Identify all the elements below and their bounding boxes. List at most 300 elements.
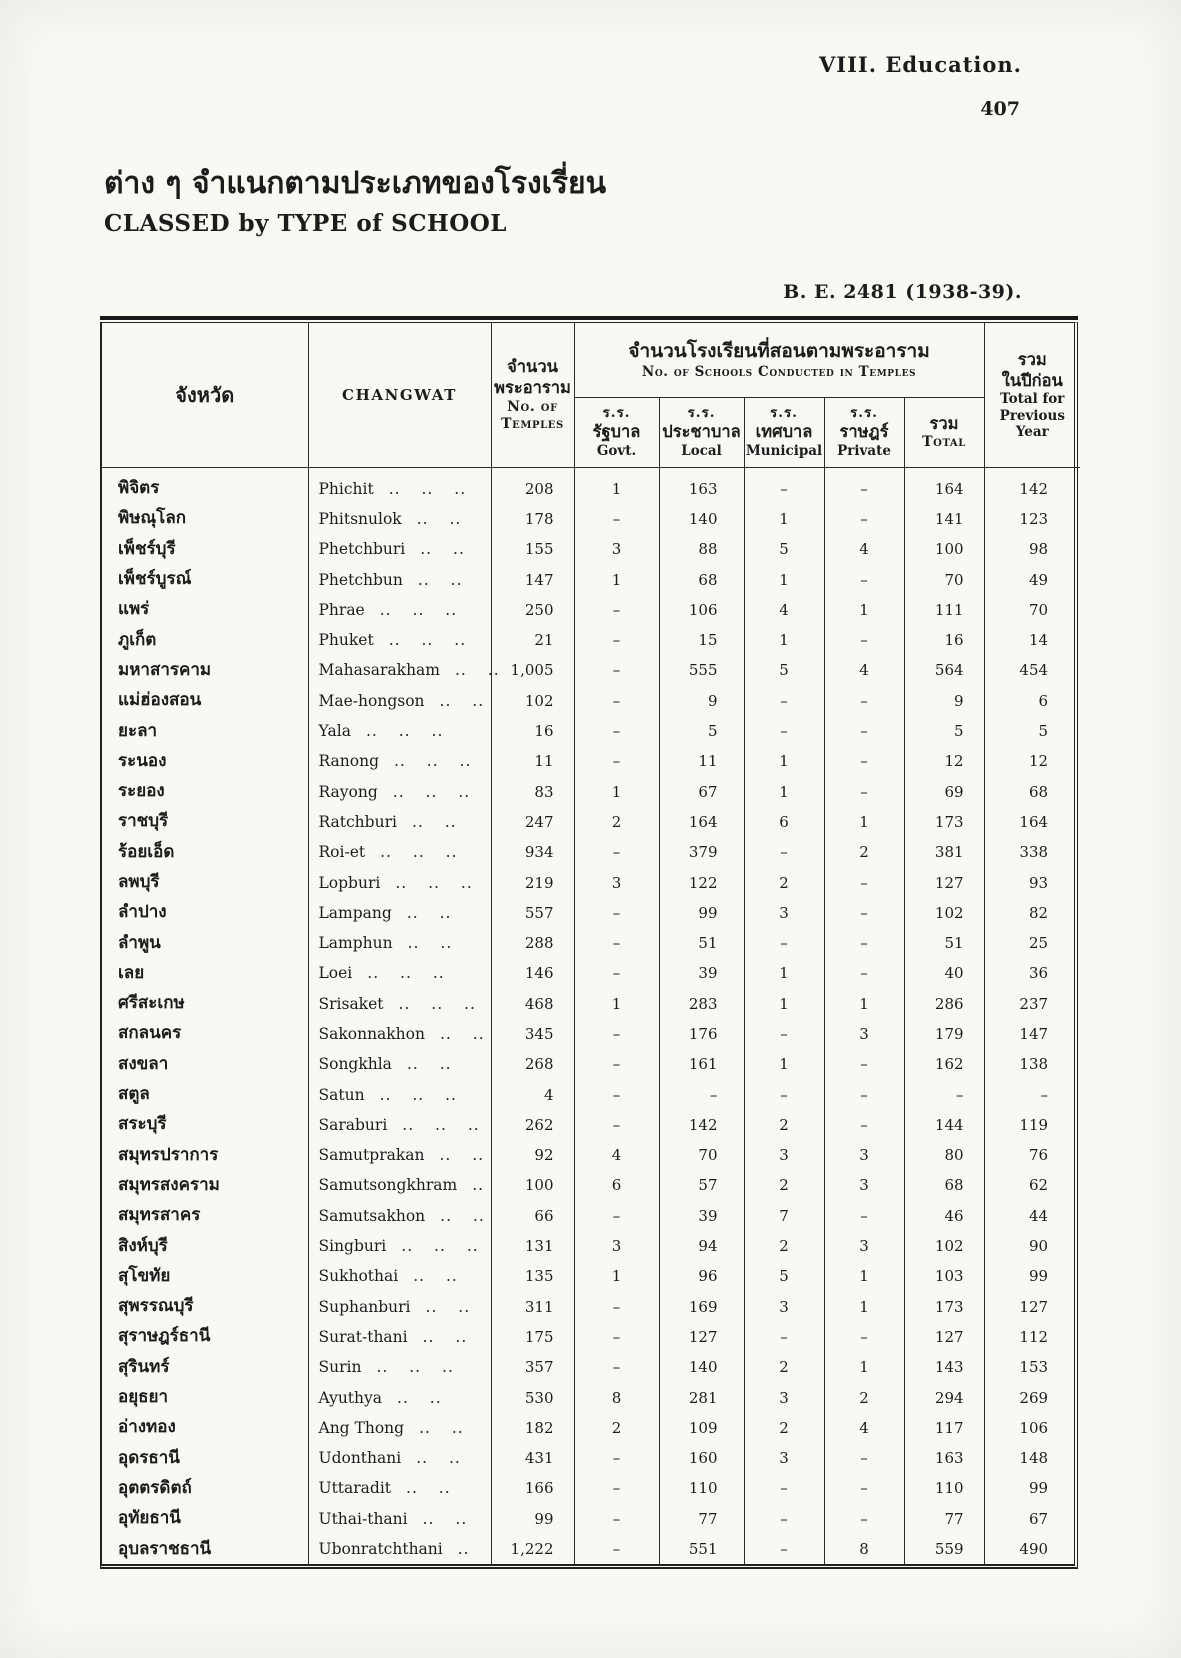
table-row [102, 1170, 1080, 1200]
temples-count: 247 [491, 807, 574, 837]
private-schools-count: 3 [824, 1140, 904, 1170]
municipal-schools-count: 1 [744, 746, 824, 776]
municipal-schools-count: 2 [744, 1170, 824, 1200]
table-row [102, 655, 1080, 685]
temples-count: 16 [491, 716, 574, 746]
govt-schools-count: – [574, 837, 659, 867]
previous-year-total: 99 [984, 1261, 1080, 1291]
municipal-schools-count: 3 [744, 1382, 824, 1412]
province-roman: Lopburi .. .. .. [308, 867, 491, 897]
total-schools-count: 100 [904, 534, 984, 564]
province-thai: ภูเก็ต [102, 625, 308, 655]
previous-year-total: 112 [984, 1322, 1080, 1352]
temples-count: 530 [491, 1382, 574, 1412]
govt-schools-count: 3 [574, 534, 659, 564]
previous-year-total: 147 [984, 1019, 1080, 1049]
govt-schools-count: – [574, 625, 659, 655]
table-row [102, 1382, 1080, 1412]
local-schools-count: 163 [659, 467, 744, 504]
private-schools-count: – [824, 1504, 904, 1534]
previous-year-total: 76 [984, 1140, 1080, 1170]
table-row [102, 1504, 1080, 1534]
temples-count: 468 [491, 989, 574, 1019]
govt-schools-count: – [574, 1443, 659, 1473]
private-schools-count: – [824, 898, 904, 928]
table-row [102, 1292, 1080, 1322]
col-header-total: รวม Total [904, 397, 984, 467]
col-header-govt: ร.ร. รัฐบาล Govt. [574, 397, 659, 467]
temples-count: 268 [491, 1049, 574, 1079]
province-thai: เพ็ชร์บูรณ์ [102, 564, 308, 594]
province-roman: Samutsakhon .. .. [308, 1201, 491, 1231]
previous-year-total: 82 [984, 898, 1080, 928]
province-roman: Phuket .. .. .. [308, 625, 491, 655]
page-number: 407 [980, 98, 1020, 120]
municipal-schools-count: – [744, 928, 824, 958]
private-schools-count: – [824, 746, 904, 776]
province-thai: สกลนคร [102, 1019, 308, 1049]
previous-year-total: 338 [984, 837, 1080, 867]
local-schools-count: 94 [659, 1231, 744, 1261]
table-row [102, 1261, 1080, 1291]
province-thai: สมุทรสาคร [102, 1201, 308, 1231]
province-roman: Songkhla .. .. [308, 1049, 491, 1079]
govt-schools-count: – [574, 1473, 659, 1503]
table-row [102, 1110, 1080, 1140]
previous-year-total: 98 [984, 534, 1080, 564]
total-schools-count: 70 [904, 564, 984, 594]
section-heading: VIII. Education. [818, 52, 1022, 77]
province-thai: ร้อยเอ็ด [102, 837, 308, 867]
col-header-temples: จำนวน พระอาราม No. of Temples [491, 323, 574, 467]
previous-year-total: – [984, 1079, 1080, 1109]
municipal-schools-count: 3 [744, 1443, 824, 1473]
col-header-private: ร.ร. ราษฎร์ Private [824, 397, 904, 467]
temples-count: 11 [491, 746, 574, 776]
municipal-schools-count: – [744, 1019, 824, 1049]
province-thai: พิจิตร [102, 467, 308, 504]
govt-schools-count: 1 [574, 467, 659, 504]
local-schools-count: 161 [659, 1049, 744, 1079]
province-roman: Uttaradit .. .. [308, 1473, 491, 1503]
govt-schools-count: – [574, 1049, 659, 1079]
local-schools-count: 110 [659, 1473, 744, 1503]
table-row [102, 595, 1080, 625]
table-row [102, 625, 1080, 655]
municipal-schools-count: 2 [744, 1231, 824, 1261]
province-thai: ยะลา [102, 716, 308, 746]
previous-year-total: 62 [984, 1170, 1080, 1200]
province-roman: Ranong .. .. .. [308, 746, 491, 776]
local-schools-count: 379 [659, 837, 744, 867]
table-row [102, 746, 1080, 776]
total-schools-count: 77 [904, 1504, 984, 1534]
total-schools-count: 173 [904, 1292, 984, 1322]
total-schools-count: 111 [904, 595, 984, 625]
temples-count: 178 [491, 504, 574, 534]
private-schools-count: 4 [824, 534, 904, 564]
govt-schools-count: 3 [574, 1231, 659, 1261]
province-roman: Phichit .. .. .. [308, 467, 491, 504]
total-schools-count: 141 [904, 504, 984, 534]
private-schools-count: – [824, 1079, 904, 1109]
govt-schools-count: – [574, 1019, 659, 1049]
local-schools-count: 88 [659, 534, 744, 564]
province-roman: Udonthani .. .. [308, 1443, 491, 1473]
municipal-schools-count: 5 [744, 655, 824, 685]
province-thai: สุพรรณบุรี [102, 1292, 308, 1322]
temples-count: 92 [491, 1140, 574, 1170]
private-schools-count: 1 [824, 989, 904, 1019]
table-body [102, 467, 1080, 1564]
table-row [102, 1079, 1080, 1109]
temples-count: 557 [491, 898, 574, 928]
private-schools-count: – [824, 625, 904, 655]
statistics-table [100, 316, 1078, 1569]
previous-year-total: 99 [984, 1473, 1080, 1503]
col-header-changwat: CHANGWAT [308, 323, 491, 467]
private-schools-count: 1 [824, 1261, 904, 1291]
province-roman: Lampang .. .. [308, 898, 491, 928]
municipal-schools-count: – [744, 837, 824, 867]
total-schools-count: 5 [904, 716, 984, 746]
govt-schools-count: 1 [574, 989, 659, 1019]
private-schools-count: 3 [824, 1170, 904, 1200]
temples-count: 135 [491, 1261, 574, 1291]
temples-count: 21 [491, 625, 574, 655]
temples-count: 83 [491, 776, 574, 806]
local-schools-count: 176 [659, 1019, 744, 1049]
province-roman: Uthai-thani .. .. [308, 1504, 491, 1534]
table-row [102, 564, 1080, 594]
local-schools-count: 99 [659, 898, 744, 928]
title-english: CLASSED by TYPE of SCHOOL [104, 210, 507, 237]
govt-schools-count: – [574, 686, 659, 716]
previous-year-total: 138 [984, 1049, 1080, 1079]
private-schools-count: – [824, 716, 904, 746]
total-schools-count: 381 [904, 837, 984, 867]
previous-year-total: 44 [984, 1201, 1080, 1231]
table-row [102, 807, 1080, 837]
province-roman: Saraburi .. .. .. [308, 1110, 491, 1140]
table-row [102, 1231, 1080, 1261]
table-row [102, 837, 1080, 867]
previous-year-total: 269 [984, 1382, 1080, 1412]
previous-year-total: 142 [984, 467, 1080, 504]
table-row [102, 898, 1080, 928]
total-schools-count: – [904, 1079, 984, 1109]
local-schools-count: 39 [659, 958, 744, 988]
table-row [102, 467, 1080, 504]
province-roman: Ratchburi .. .. [308, 807, 491, 837]
province-thai: เลย [102, 958, 308, 988]
govt-schools-count: 4 [574, 1140, 659, 1170]
temples-count: 155 [491, 534, 574, 564]
municipal-schools-count: 1 [744, 776, 824, 806]
local-schools-count: 9 [659, 686, 744, 716]
temples-count: 219 [491, 867, 574, 897]
temples-count: 99 [491, 1504, 574, 1534]
total-schools-count: 46 [904, 1201, 984, 1231]
local-schools-count: 127 [659, 1322, 744, 1352]
municipal-schools-count: – [744, 716, 824, 746]
province-roman: Mahasarakham .. .. [308, 655, 491, 685]
province-thai: เพ็ชร์บุรี [102, 534, 308, 564]
province-thai: ราชบุรี [102, 807, 308, 837]
province-thai: อ่างทอง [102, 1413, 308, 1443]
temples-count: 357 [491, 1352, 574, 1382]
province-roman: Lamphun .. .. [308, 928, 491, 958]
table-row [102, 1019, 1080, 1049]
previous-year-total: 14 [984, 625, 1080, 655]
local-schools-count: 57 [659, 1170, 744, 1200]
province-thai: มหาสารคาม [102, 655, 308, 685]
private-schools-count: 3 [824, 1019, 904, 1049]
private-schools-count: – [824, 867, 904, 897]
previous-year-total: 25 [984, 928, 1080, 958]
province-roman: Ubonratchthani .. [308, 1534, 491, 1564]
col-header-schools-in-temples: จำนวนโรงเรียนที่สอนตามพระอาราม No. of Schools Conducted in Temples [574, 323, 984, 397]
total-schools-count: 103 [904, 1261, 984, 1291]
table-row [102, 534, 1080, 564]
temples-count: 146 [491, 958, 574, 988]
col-header-province: จังหวัด [102, 323, 308, 467]
total-schools-count: 559 [904, 1534, 984, 1564]
local-schools-count: 15 [659, 625, 744, 655]
province-thai: สระบุรี [102, 1110, 308, 1140]
province-thai: ลำพูน [102, 928, 308, 958]
previous-year-total: 153 [984, 1352, 1080, 1382]
buddhist-era-year: B. E. 2481 (1938-39). [783, 281, 1022, 303]
private-schools-count: 4 [824, 655, 904, 685]
govt-schools-count: 2 [574, 1413, 659, 1443]
temples-count: 66 [491, 1201, 574, 1231]
province-roman: Ang Thong .. .. [308, 1413, 491, 1443]
govt-schools-count: – [574, 746, 659, 776]
previous-year-total: 106 [984, 1413, 1080, 1443]
table-row [102, 1473, 1080, 1503]
local-schools-count: 70 [659, 1140, 744, 1170]
local-schools-count: 5 [659, 716, 744, 746]
previous-year-total: 127 [984, 1292, 1080, 1322]
total-schools-count: 68 [904, 1170, 984, 1200]
table-row [102, 1322, 1080, 1352]
municipal-schools-count: – [744, 686, 824, 716]
province-roman: Suphanburi .. .. [308, 1292, 491, 1322]
province-roman: Rayong .. .. .. [308, 776, 491, 806]
total-schools-count: 173 [904, 807, 984, 837]
local-schools-count: 140 [659, 504, 744, 534]
municipal-schools-count: – [744, 1322, 824, 1352]
local-schools-count: 51 [659, 928, 744, 958]
previous-year-total: 67 [984, 1504, 1080, 1534]
previous-year-total: 12 [984, 746, 1080, 776]
municipal-schools-count: 4 [744, 595, 824, 625]
province-roman: Samutprakan .. .. [308, 1140, 491, 1170]
table-row [102, 958, 1080, 988]
col-header-municipal: ร.ร. เทศบาล Municipal [744, 397, 824, 467]
private-schools-count: – [824, 467, 904, 504]
govt-schools-count: 6 [574, 1170, 659, 1200]
private-schools-count: – [824, 1201, 904, 1231]
municipal-schools-count: 1 [744, 958, 824, 988]
private-schools-count: – [824, 564, 904, 594]
table-row [102, 1049, 1080, 1079]
total-schools-count: 294 [904, 1382, 984, 1412]
title-thai: ต่าง ๆ จำแนกตามประเภทของโรงเรี่ยน [104, 166, 607, 201]
local-schools-count: 77 [659, 1504, 744, 1534]
province-thai: อุทัยธานี [102, 1504, 308, 1534]
private-schools-count: – [824, 776, 904, 806]
temples-count: 208 [491, 467, 574, 504]
temples-count: 934 [491, 837, 574, 867]
temples-count: 431 [491, 1443, 574, 1473]
province-roman: Ayuthya .. .. [308, 1382, 491, 1412]
temples-count: 102 [491, 686, 574, 716]
local-schools-count: 160 [659, 1443, 744, 1473]
province-thai: แพร่ [102, 595, 308, 625]
previous-year-total: 6 [984, 686, 1080, 716]
local-schools-count: 122 [659, 867, 744, 897]
province-thai: สมุทรปราการ [102, 1140, 308, 1170]
table-row [102, 867, 1080, 897]
private-schools-count: – [824, 686, 904, 716]
table-row [102, 1140, 1080, 1170]
govt-schools-count: – [574, 928, 659, 958]
total-schools-count: 80 [904, 1140, 984, 1170]
local-schools-count: 555 [659, 655, 744, 685]
previous-year-total: 119 [984, 1110, 1080, 1140]
municipal-schools-count: – [744, 1534, 824, 1564]
province-thai: แม่ฮ่องสอน [102, 686, 308, 716]
municipal-schools-count: – [744, 1504, 824, 1534]
province-roman: Phetchburi .. .. [308, 534, 491, 564]
total-schools-count: 117 [904, 1413, 984, 1443]
province-roman: Roi-et .. .. .. [308, 837, 491, 867]
total-schools-count: 143 [904, 1352, 984, 1382]
govt-schools-count: 8 [574, 1382, 659, 1412]
local-schools-count: 106 [659, 595, 744, 625]
govt-schools-count: – [574, 958, 659, 988]
province-roman: Satun .. .. .. [308, 1079, 491, 1109]
govt-schools-count: – [574, 1079, 659, 1109]
total-schools-count: 102 [904, 898, 984, 928]
municipal-schools-count: 2 [744, 1352, 824, 1382]
table-row [102, 1413, 1080, 1443]
temples-count: 166 [491, 1473, 574, 1503]
local-schools-count: 551 [659, 1534, 744, 1564]
govt-schools-count: – [574, 1110, 659, 1140]
municipal-schools-count: – [744, 1473, 824, 1503]
total-schools-count: 162 [904, 1049, 984, 1079]
province-thai: สุราษฎร์ธานี [102, 1322, 308, 1352]
table-row [102, 1352, 1080, 1382]
province-thai: สตูล [102, 1079, 308, 1109]
municipal-schools-count: 2 [744, 1413, 824, 1443]
province-thai: ลำปาง [102, 898, 308, 928]
local-schools-count: 109 [659, 1413, 744, 1443]
province-roman: Yala .. .. .. [308, 716, 491, 746]
total-schools-count: 110 [904, 1473, 984, 1503]
local-schools-count: – [659, 1079, 744, 1109]
previous-year-total: 68 [984, 776, 1080, 806]
province-roman: Samutsongkhram .. [308, 1170, 491, 1200]
total-schools-count: 12 [904, 746, 984, 776]
private-schools-count: 3 [824, 1231, 904, 1261]
previous-year-total: 70 [984, 595, 1080, 625]
local-schools-count: 39 [659, 1201, 744, 1231]
municipal-schools-count: 1 [744, 504, 824, 534]
govt-schools-count: 2 [574, 807, 659, 837]
govt-schools-count: – [574, 595, 659, 625]
municipal-schools-count: 2 [744, 1110, 824, 1140]
municipal-schools-count: 5 [744, 534, 824, 564]
private-schools-count: – [824, 1473, 904, 1503]
table-row [102, 716, 1080, 746]
province-roman: Srisaket .. .. .. [308, 989, 491, 1019]
private-schools-count: 2 [824, 1382, 904, 1412]
previous-year-total: 36 [984, 958, 1080, 988]
local-schools-count: 164 [659, 807, 744, 837]
table-row [102, 1201, 1080, 1231]
local-schools-count: 142 [659, 1110, 744, 1140]
province-roman: Sakonnakhon .. .. [308, 1019, 491, 1049]
temples-count: 345 [491, 1019, 574, 1049]
temples-count: 1,005 [491, 655, 574, 685]
total-schools-count: 9 [904, 686, 984, 716]
previous-year-total: 123 [984, 504, 1080, 534]
private-schools-count: 1 [824, 807, 904, 837]
municipal-schools-count: 1 [744, 989, 824, 1019]
province-thai: อุดรธานี [102, 1443, 308, 1473]
table-row [102, 776, 1080, 806]
govt-schools-count: – [574, 716, 659, 746]
total-schools-count: 564 [904, 655, 984, 685]
govt-schools-count: – [574, 655, 659, 685]
municipal-schools-count: 1 [744, 625, 824, 655]
private-schools-count: 1 [824, 1352, 904, 1382]
province-thai: ระยอง [102, 776, 308, 806]
municipal-schools-count: 1 [744, 564, 824, 594]
local-schools-count: 96 [659, 1261, 744, 1291]
total-schools-count: 164 [904, 467, 984, 504]
total-schools-count: 102 [904, 1231, 984, 1261]
local-schools-count: 281 [659, 1382, 744, 1412]
municipal-schools-count: 2 [744, 867, 824, 897]
total-schools-count: 69 [904, 776, 984, 806]
province-roman: Mae-hongson .. .. [308, 686, 491, 716]
table-header-row-1 [102, 323, 1080, 397]
local-schools-count: 68 [659, 564, 744, 594]
govt-schools-count: – [574, 1534, 659, 1564]
table-row [102, 989, 1080, 1019]
govt-schools-count: 1 [574, 564, 659, 594]
govt-schools-count: 3 [574, 867, 659, 897]
govt-schools-count: – [574, 898, 659, 928]
province-thai: สงขลา [102, 1049, 308, 1079]
col-header-previous-year: รวม ในปีก่อน Total for Previous Year [984, 323, 1080, 467]
govt-schools-count: – [574, 1504, 659, 1534]
temples-count: 250 [491, 595, 574, 625]
private-schools-count: 1 [824, 595, 904, 625]
private-schools-count: – [824, 958, 904, 988]
govt-schools-count: – [574, 1322, 659, 1352]
province-roman: Surat-thani .. .. [308, 1322, 491, 1352]
previous-year-total: 90 [984, 1231, 1080, 1261]
temples-count: 262 [491, 1110, 574, 1140]
temples-count: 311 [491, 1292, 574, 1322]
govt-schools-count: – [574, 504, 659, 534]
